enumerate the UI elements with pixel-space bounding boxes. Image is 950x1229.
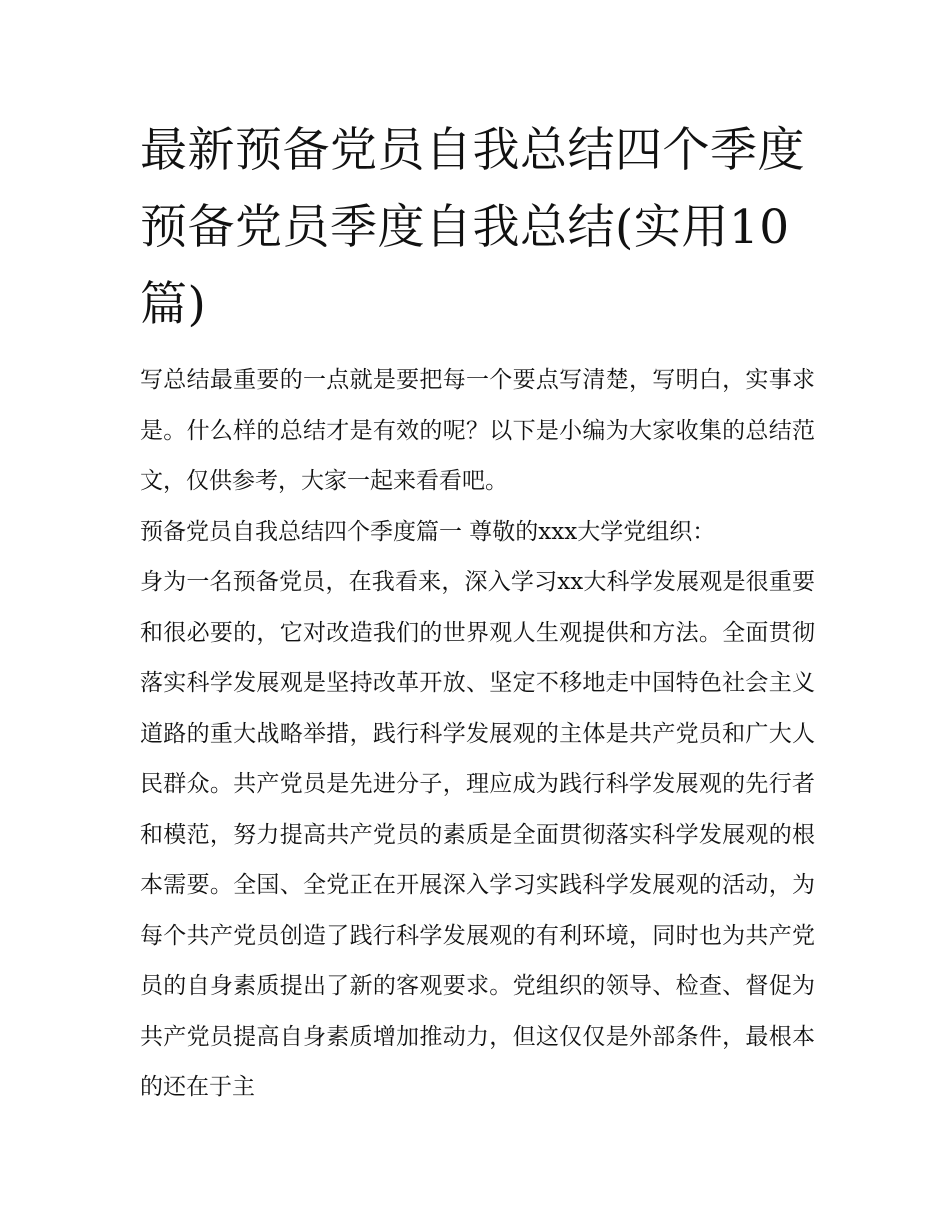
document-page (140, 112, 815, 1113)
section-heading-paragraph: 预备党员自我总结四个季度篇一 尊敬的xxx大学党组织： (140, 518, 716, 545)
intro-paragraph: 写总结最重要的一点就是要把每一个要点写清楚，写明白，实事求是。什么样的总结才是有效的呢？以下是小编为大家收集的总结范文，仅供参考，大家一起来看看吧。 (140, 367, 815, 494)
body-paragraph: 身为一名预备党员，在我看来，深入学习xx大科学发展观是很重要和很必要的，它对改造我们的世界观人生观提供和方法。全面贯彻落实科学发展观是坚持改革开放、坚定不移地走中国特色社会主义道路的重大战略举措，践行科学发展观的主体是共产党员和广大人民群众。共产党员是先进分子，理应成为践行科学发展观的先行者和模范，努力提高共产党员的素质是全面贯彻落实科学发展观的根本需要。全国、全党正在开展深入学习实践科学发展观的活动，为每个共产党员创造了践行科学发展观的有利环境，同时也为共产党员的自身素质提出了新的客观要求。党组织的领导、检查、督促为共产党员提高自身素质增加推动力，但这仅仅是外部条件，最根本的还在于主 (140, 569, 815, 1100)
document-title: 最新预备党员自我总结四个季度 预备党员季度自我总结(实用10篇) (140, 123, 805, 332)
